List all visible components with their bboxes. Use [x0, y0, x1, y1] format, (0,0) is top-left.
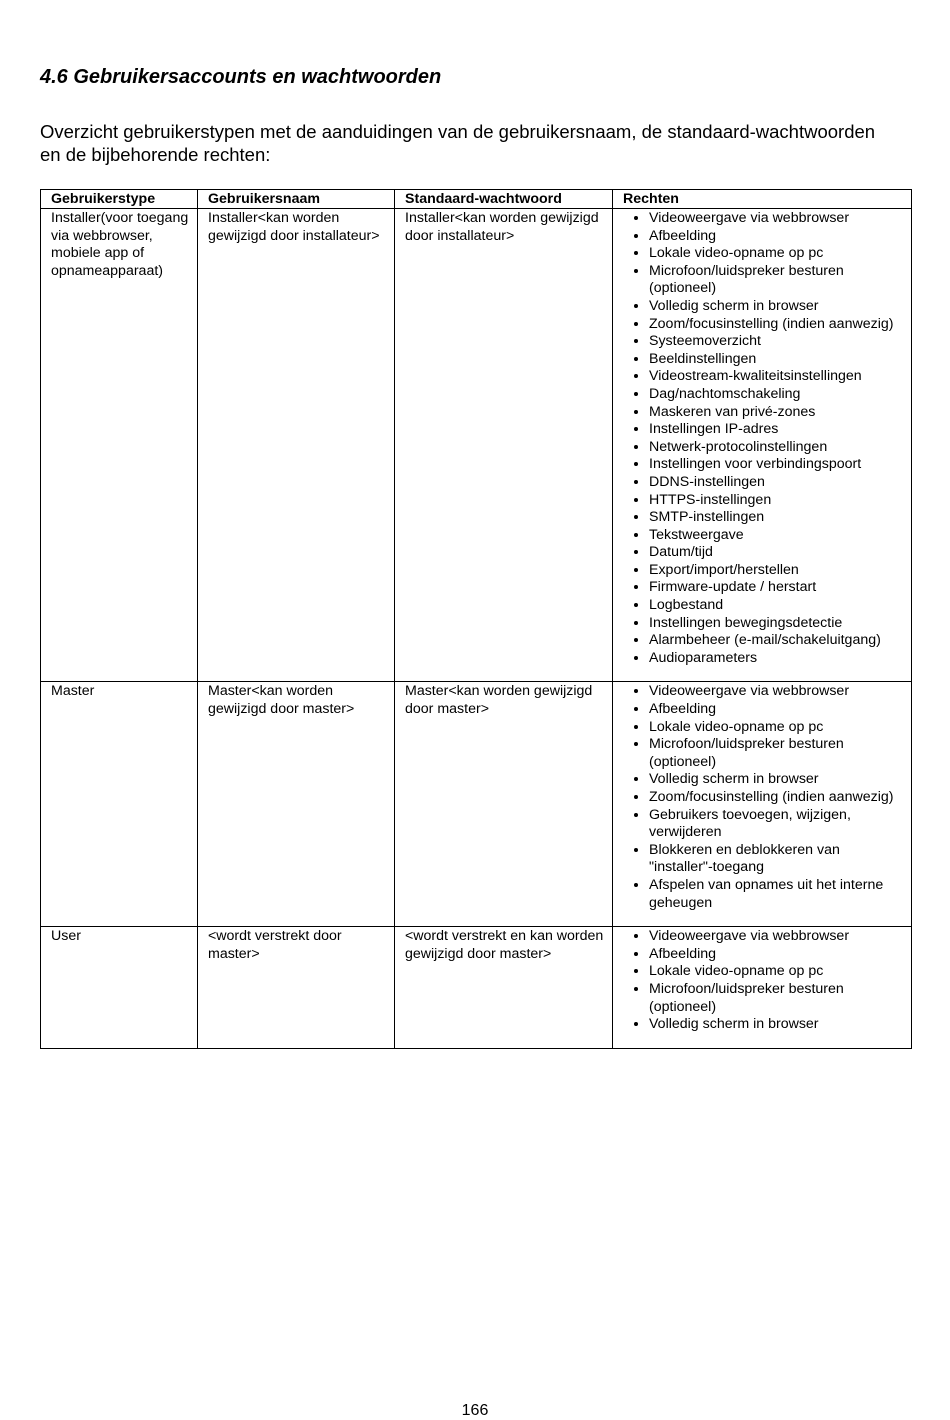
rights-item: • Instellingen bewegingsdetectie — [649, 615, 907, 633]
cell-user-type: Master — [41, 682, 198, 927]
header-user-type: Gebruikerstype — [41, 190, 198, 209]
rights-item: • Dag/nachtomschakeling — [649, 386, 907, 404]
table-header-row — [41, 190, 912, 209]
rights-item: • Zoom/focusinstelling (indien aanwezig) — [649, 316, 907, 334]
rights-item: • Afbeelding — [649, 228, 907, 246]
rights-list — [623, 210, 907, 667]
intro-paragraph: Overzicht gebruikerstypen met de aanduidingen van de gebruikersnaam, de standaard-wachtwoorden en de bijbehorende rechten: — [40, 121, 876, 165]
header-default-password: Standaard-wachtwoord — [395, 190, 613, 209]
rights-item: • Microfoon/luidspreker besturen (optioneel) — [649, 263, 907, 298]
rights-item: • Systeemoverzicht — [649, 333, 907, 351]
rights-item: • Tekstweergave — [649, 527, 907, 545]
rights-item: • Lokale video-opname op pc — [649, 963, 907, 981]
table-row-installer — [41, 209, 912, 682]
cell-rights — [613, 927, 912, 1049]
cell-username: <wordt verstrekt door master> — [198, 927, 395, 1049]
rights-list — [623, 683, 907, 912]
header-username: Gebruikersnaam — [198, 190, 395, 209]
table-row-master — [41, 682, 912, 927]
rights-item: • HTTPS-instellingen — [649, 492, 907, 510]
cell-rights — [613, 209, 912, 682]
rights-item: • Maskeren van privé-zones — [649, 404, 907, 422]
rights-item: • Logbestand — [649, 597, 907, 615]
cell-user-type: User — [41, 927, 198, 1049]
cell-default-password: Installer<kan worden gewijzigd door installateur> — [395, 209, 613, 682]
rights-item: • Beeldinstellingen — [649, 351, 907, 369]
rights-item: • Datum/tijd — [649, 544, 907, 562]
table-row-user — [41, 927, 912, 1049]
section-heading: 4.6 Gebruikersaccounts en wachtwoorden — [40, 66, 442, 88]
rights-item: • Volledig scherm in browser — [649, 298, 907, 316]
rights-item: • Videoweergave via webbrowser — [649, 683, 907, 701]
cell-username: Installer<kan worden gewijzigd door installateur> — [198, 209, 395, 682]
rights-item: • Volledig scherm in browser — [649, 1016, 907, 1034]
rights-item: • Afspelen van opnames uit het interne geheugen — [649, 877, 907, 912]
page-number: 166 — [461, 1402, 489, 1419]
cell-default-password: <wordt verstrekt en kan worden gewijzigd door master> — [395, 927, 613, 1049]
rights-item: • Microfoon/luidspreker besturen (optioneel) — [649, 736, 907, 771]
rights-item: • Gebruikers toevoegen, wijzigen, verwijderen — [649, 807, 907, 842]
rights-item: • Instellingen IP-adres — [649, 421, 907, 439]
header-rights: Rechten — [613, 190, 912, 209]
user-accounts-table — [40, 189, 912, 1049]
table-body — [41, 209, 912, 1049]
rights-item: • Afbeelding — [649, 701, 907, 719]
rights-item: • SMTP-instellingen — [649, 509, 907, 527]
rights-item: • Videostream-kwaliteitsinstellingen — [649, 368, 907, 386]
rights-item: • DDNS-instellingen — [649, 474, 907, 492]
cell-username: Master<kan worden gewijzigd door master> — [198, 682, 395, 927]
rights-item: • Lokale video-opname op pc — [649, 719, 907, 737]
rights-item: • Netwerk-protocolinstellingen — [649, 439, 907, 457]
rights-item: • Blokkeren en deblokkeren van "installer"-toegang — [649, 842, 907, 877]
rights-item: • Videoweergave via webbrowser — [649, 210, 907, 228]
rights-item: • Firmware-update / herstart — [649, 579, 907, 597]
rights-item: • Afbeelding — [649, 946, 907, 964]
cell-rights — [613, 682, 912, 927]
cell-default-password: Master<kan worden gewijzigd door master> — [395, 682, 613, 927]
rights-item: • Audioparameters — [649, 650, 907, 668]
rights-item: • Zoom/focusinstelling (indien aanwezig) — [649, 789, 907, 807]
rights-item: • Volledig scherm in browser — [649, 771, 907, 789]
rights-item: • Alarmbeheer (e-mail/schakeluitgang) — [649, 632, 907, 650]
rights-item: • Export/import/herstellen — [649, 562, 907, 580]
cell-user-type: Installer(voor toegang via webbrowser, mobiele app of opnameapparaat) — [41, 209, 198, 682]
rights-item: • Videoweergave via webbrowser — [649, 928, 907, 946]
rights-item: • Microfoon/luidspreker besturen (optioneel) — [649, 981, 907, 1016]
rights-item: • Lokale video-opname op pc — [649, 245, 907, 263]
rights-item: • Instellingen voor verbindingspoort — [649, 456, 907, 474]
rights-list — [623, 928, 907, 1034]
